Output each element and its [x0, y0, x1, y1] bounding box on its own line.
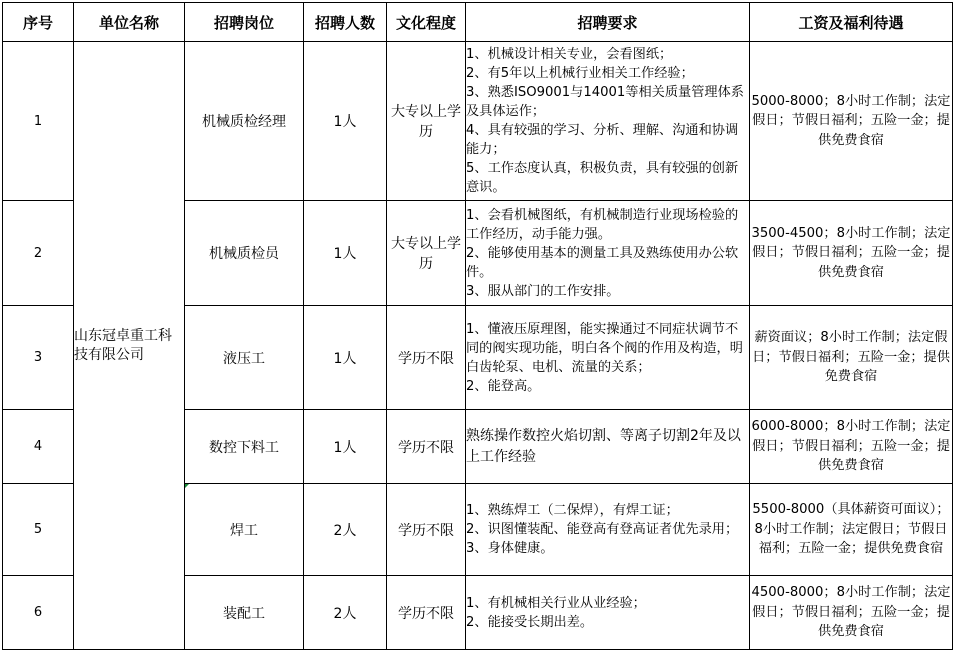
seq-cell: 2 — [3, 201, 74, 306]
seq-cell: 6 — [3, 576, 74, 650]
header-education: 文化程度 — [387, 3, 466, 42]
count-cell: 1人 — [304, 42, 387, 201]
requirement-line: 2、有5年以上机械行业相关工作经验； — [466, 66, 694, 81]
requirement-line: 1、机械设计相关专业，会看图纸； — [466, 47, 673, 62]
header-pay: 工资及福利待遇 — [750, 3, 953, 42]
requirements-cell — [466, 201, 750, 306]
count-cell: 1人 — [304, 306, 387, 410]
position-cell: 机械质检经理 — [185, 42, 304, 201]
header-company: 单位名称 — [74, 3, 185, 42]
requirement-line: 1、熟练焊工（二保焊），有焊工证； — [466, 503, 679, 518]
header-position: 招聘岗位 — [185, 3, 304, 42]
requirement-line: 3、服从部门的工作安排。 — [466, 283, 620, 299]
requirement-line: 2、能接受长期出差。 — [466, 614, 594, 630]
count-cell: 1人 — [304, 201, 387, 306]
education-cell: 大专以上学历 — [387, 42, 466, 201]
count-cell: 1人 — [304, 410, 387, 484]
company-cell: 山东冠卓重工科技有限公司 — [74, 42, 185, 650]
education-cell: 学历不限 — [387, 306, 466, 410]
requirements-cell — [466, 484, 750, 576]
pay-cell: 4500-8000；8小时工作制；法定假日；节假日福利；五险一金；提供免费食宿 — [750, 576, 953, 650]
seq-cell: 1 — [3, 42, 74, 201]
count-cell: 2人 — [304, 576, 387, 650]
pay-cell: 5000-8000；8小时工作制；法定假日；节假日福利；五险一金；提供免费食宿 — [750, 42, 953, 201]
count-cell: 2人 — [304, 484, 387, 576]
pay-cell: 6000-8000；8小时工作制；法定假日；节假日福利；五险一金；提供免费食宿 — [750, 410, 953, 484]
recruitment-table — [2, 2, 953, 650]
requirement-line: 5、工作态度认真，积极负责，具有较强的创新意识。 — [466, 161, 739, 195]
requirement-line: 3、身体健康。 — [466, 541, 554, 556]
education-cell: 学历不限 — [387, 576, 466, 650]
requirements-cell — [466, 576, 750, 650]
requirements-cell — [466, 42, 750, 201]
requirement-line: 1、懂液压原理图，能实操通过不同症状调节不同的阀实现功能，明白各个阀的作用及构造，明白齿轮泵、电机、流量的关系； — [466, 321, 743, 375]
pay-cell: 5500-8000（具体薪资可面议）；8小时工作制；法定假日；节假日福利；五险一金；提供免费食宿 — [750, 484, 953, 576]
pay-cell: 3500-4500；8小时工作制；法定假日；节假日福利；五险一金；提供免费食宿 — [750, 201, 953, 306]
requirement-line: 2、能够使用基本的测量工具及熟练使用办公软件。 — [466, 245, 739, 280]
table-row — [3, 42, 953, 201]
header-row — [3, 3, 953, 42]
header-seq: 序号 — [3, 3, 74, 42]
position-cell: 焊工 — [185, 484, 304, 576]
requirements-cell — [466, 410, 750, 484]
requirements-cell — [466, 306, 750, 410]
header-count: 招聘人数 — [304, 3, 387, 42]
requirement-line: 3、熟悉ISO9001与14001等相关质量管理体系及具体运作； — [466, 85, 744, 119]
position-cell: 数控下料工 — [185, 410, 304, 484]
requirement-line: 4、具有较强的学习、分析、理解、沟通和协调能力； — [466, 123, 739, 157]
header-requirements: 招聘要求 — [466, 3, 750, 42]
education-cell: 大专以上学历 — [387, 201, 466, 306]
requirement-line: 1、会看机械图纸，有机械制造行业现场检验的工作经历，动手能力强。 — [466, 207, 739, 242]
requirement-line: 2、能登高。 — [466, 378, 541, 394]
seq-cell: 4 — [3, 410, 74, 484]
position-cell: 装配工 — [185, 576, 304, 650]
position-cell: 机械质检员 — [185, 201, 304, 306]
requirement-line: 2、识图懂装配、能登高有登高证者优先录用； — [466, 522, 739, 537]
requirement-line: 1、有机械相关行业从业经验； — [466, 595, 646, 611]
seq-cell: 5 — [3, 484, 74, 576]
education-cell: 学历不限 — [387, 410, 466, 484]
education-cell: 学历不限 — [387, 484, 466, 576]
seq-cell: 3 — [3, 306, 74, 410]
pay-cell: 薪资面议；8小时工作制；法定假日；节假日福利；五险一金；提供免费食宿 — [750, 306, 953, 410]
position-cell: 液压工 — [185, 306, 304, 410]
requirement-line: 熟练操作数控火焰切割、等离子切割2年及以上工作经验 — [466, 427, 741, 465]
